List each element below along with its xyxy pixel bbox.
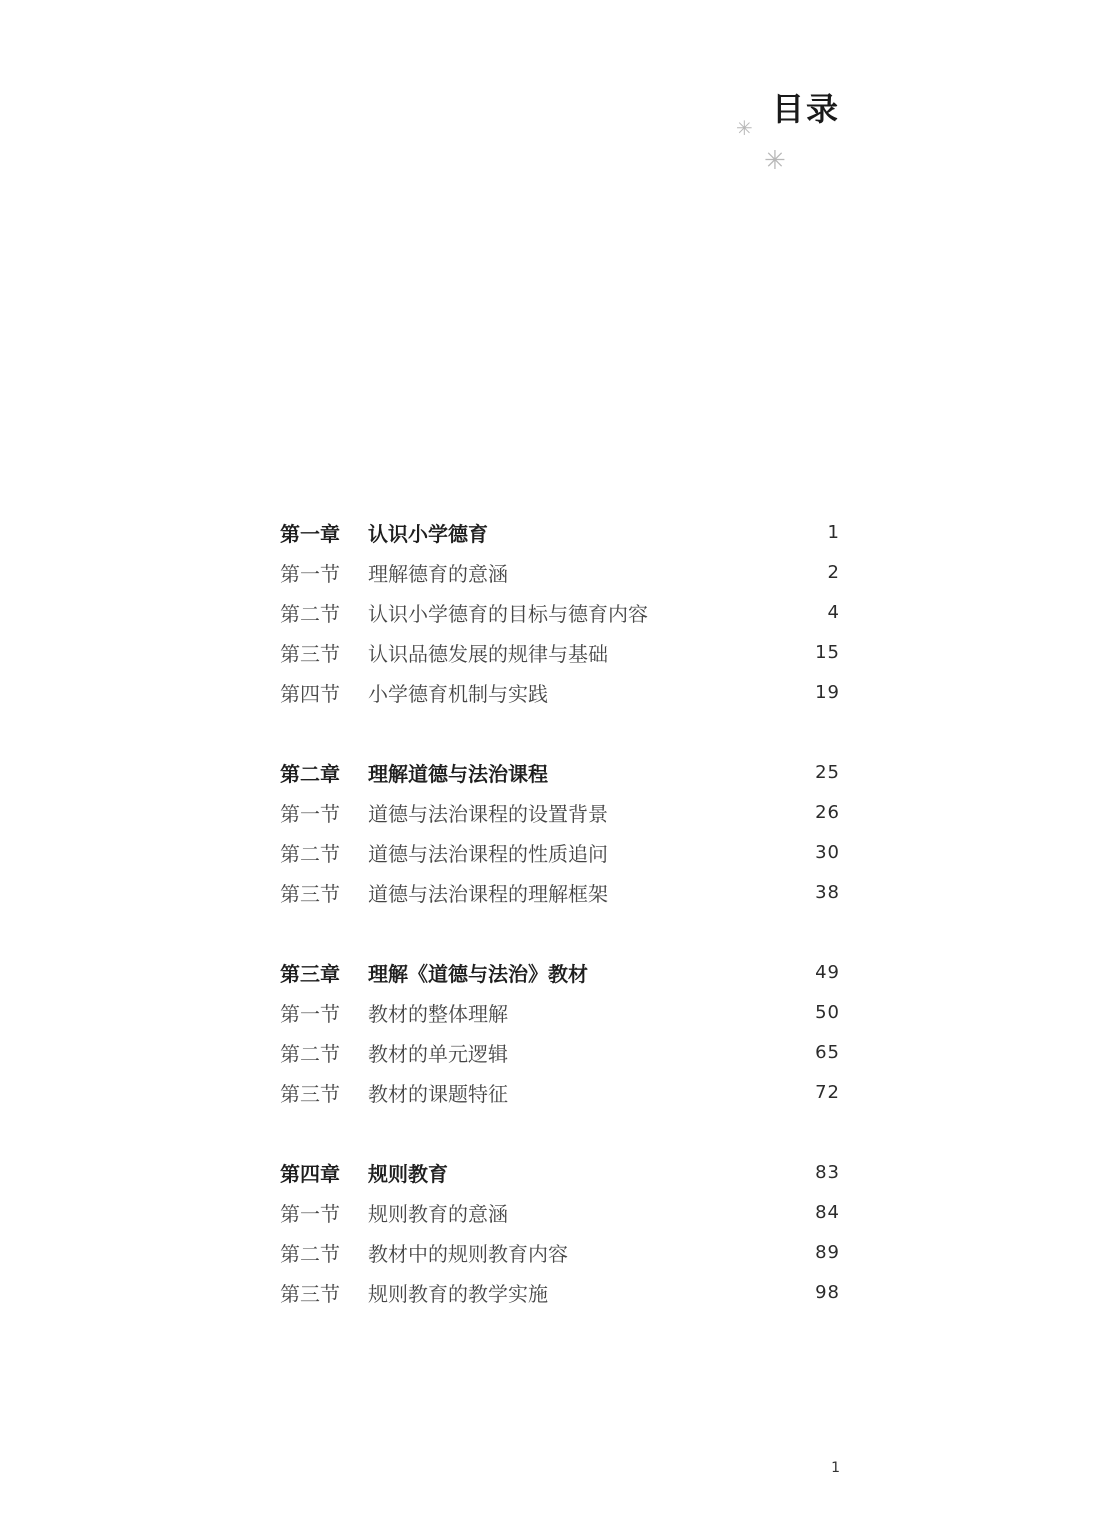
section-entry[interactable]: [280, 1232, 840, 1272]
section-label: 第二节: [280, 601, 340, 626]
section-page: 50: [815, 1001, 840, 1023]
chapter-label: 第一章: [280, 521, 340, 546]
section-entry[interactable]: [280, 872, 840, 912]
chapter-page: 49: [815, 961, 840, 983]
section-label: 第三节: [280, 1081, 340, 1106]
section-title: 教材的整体理解: [368, 1001, 508, 1026]
section-entry[interactable]: [280, 592, 840, 632]
section-label: 第二节: [280, 1241, 340, 1266]
section-entry[interactable]: [280, 992, 840, 1032]
section-title: 理解德育的意涵: [368, 561, 508, 586]
section-page: 26: [815, 801, 840, 823]
section-page: 19: [815, 681, 840, 703]
chapter-label: 第二章: [280, 761, 340, 786]
section-entry[interactable]: [280, 552, 840, 592]
section-label: 第四节: [280, 681, 340, 706]
chapter-3: [280, 952, 840, 1112]
chapter-entry[interactable]: [280, 1152, 840, 1192]
asterisk-decoration-icon: ✳: [736, 116, 753, 140]
section-title: 道德与法治课程的理解框架: [368, 881, 608, 906]
chapter-title: 理解道德与法治课程: [368, 761, 548, 786]
section-page: 89: [815, 1241, 840, 1263]
chapter-title: 认识小学德育: [368, 521, 488, 546]
section-page: 38: [815, 881, 840, 903]
section-entry[interactable]: [280, 672, 840, 712]
section-title: 教材的单元逻辑: [368, 1041, 508, 1066]
section-label: 第二节: [280, 1041, 340, 1066]
section-entry[interactable]: [280, 1192, 840, 1232]
chapter-entry[interactable]: [280, 752, 840, 792]
chapter-page: 25: [815, 761, 840, 783]
section-entry[interactable]: [280, 792, 840, 832]
section-entry[interactable]: [280, 1032, 840, 1072]
page-title: 目录: [772, 90, 841, 128]
chapter-page: 1: [827, 521, 840, 543]
section-title: 规则教育的教学实施: [368, 1281, 548, 1306]
section-entry[interactable]: [280, 1072, 840, 1112]
section-title: 道德与法治课程的设置背景: [368, 801, 608, 826]
table-of-contents: [280, 512, 840, 1352]
section-label: 第一节: [280, 801, 340, 826]
chapter-entry[interactable]: [280, 952, 840, 992]
section-title: 认识小学德育的目标与德育内容: [368, 601, 648, 626]
section-page: 98: [815, 1281, 840, 1303]
section-label: 第二节: [280, 841, 340, 866]
section-label: 第三节: [280, 1281, 340, 1306]
section-page: 30: [815, 841, 840, 863]
section-page: 15: [815, 641, 840, 663]
chapter-label: 第四章: [280, 1161, 340, 1186]
chapter-4: [280, 1152, 840, 1312]
section-label: 第三节: [280, 641, 340, 666]
section-label: 第一节: [280, 561, 340, 586]
section-page: 72: [815, 1081, 840, 1103]
asterisk-decoration-icon: ✳: [764, 146, 786, 176]
section-page: 84: [815, 1201, 840, 1223]
section-title: 认识品德发展的规律与基础: [368, 641, 608, 666]
section-entry[interactable]: [280, 832, 840, 872]
section-title: 小学德育机制与实践: [368, 681, 548, 706]
section-page: 2: [827, 561, 840, 583]
section-page: 4: [827, 601, 840, 623]
section-label: 第一节: [280, 1201, 340, 1226]
chapter-title: 规则教育: [368, 1161, 448, 1186]
section-entry[interactable]: [280, 1272, 840, 1312]
chapter-entry[interactable]: [280, 512, 840, 552]
chapter-page: 83: [815, 1161, 840, 1183]
section-title: 道德与法治课程的性质追问: [368, 841, 608, 866]
chapter-label: 第三章: [280, 961, 340, 986]
page-number: 1: [831, 1460, 840, 1476]
section-page: 65: [815, 1041, 840, 1063]
chapter-2: [280, 752, 840, 912]
chapter-1: [280, 512, 840, 712]
section-label: 第三节: [280, 881, 340, 906]
section-title: 规则教育的意涵: [368, 1201, 508, 1226]
section-title: 教材中的规则教育内容: [368, 1241, 568, 1266]
section-entry[interactable]: [280, 632, 840, 672]
section-title: 教材的课题特征: [368, 1081, 508, 1106]
section-label: 第一节: [280, 1001, 340, 1026]
chapter-title: 理解《道德与法治》教材: [368, 961, 588, 986]
